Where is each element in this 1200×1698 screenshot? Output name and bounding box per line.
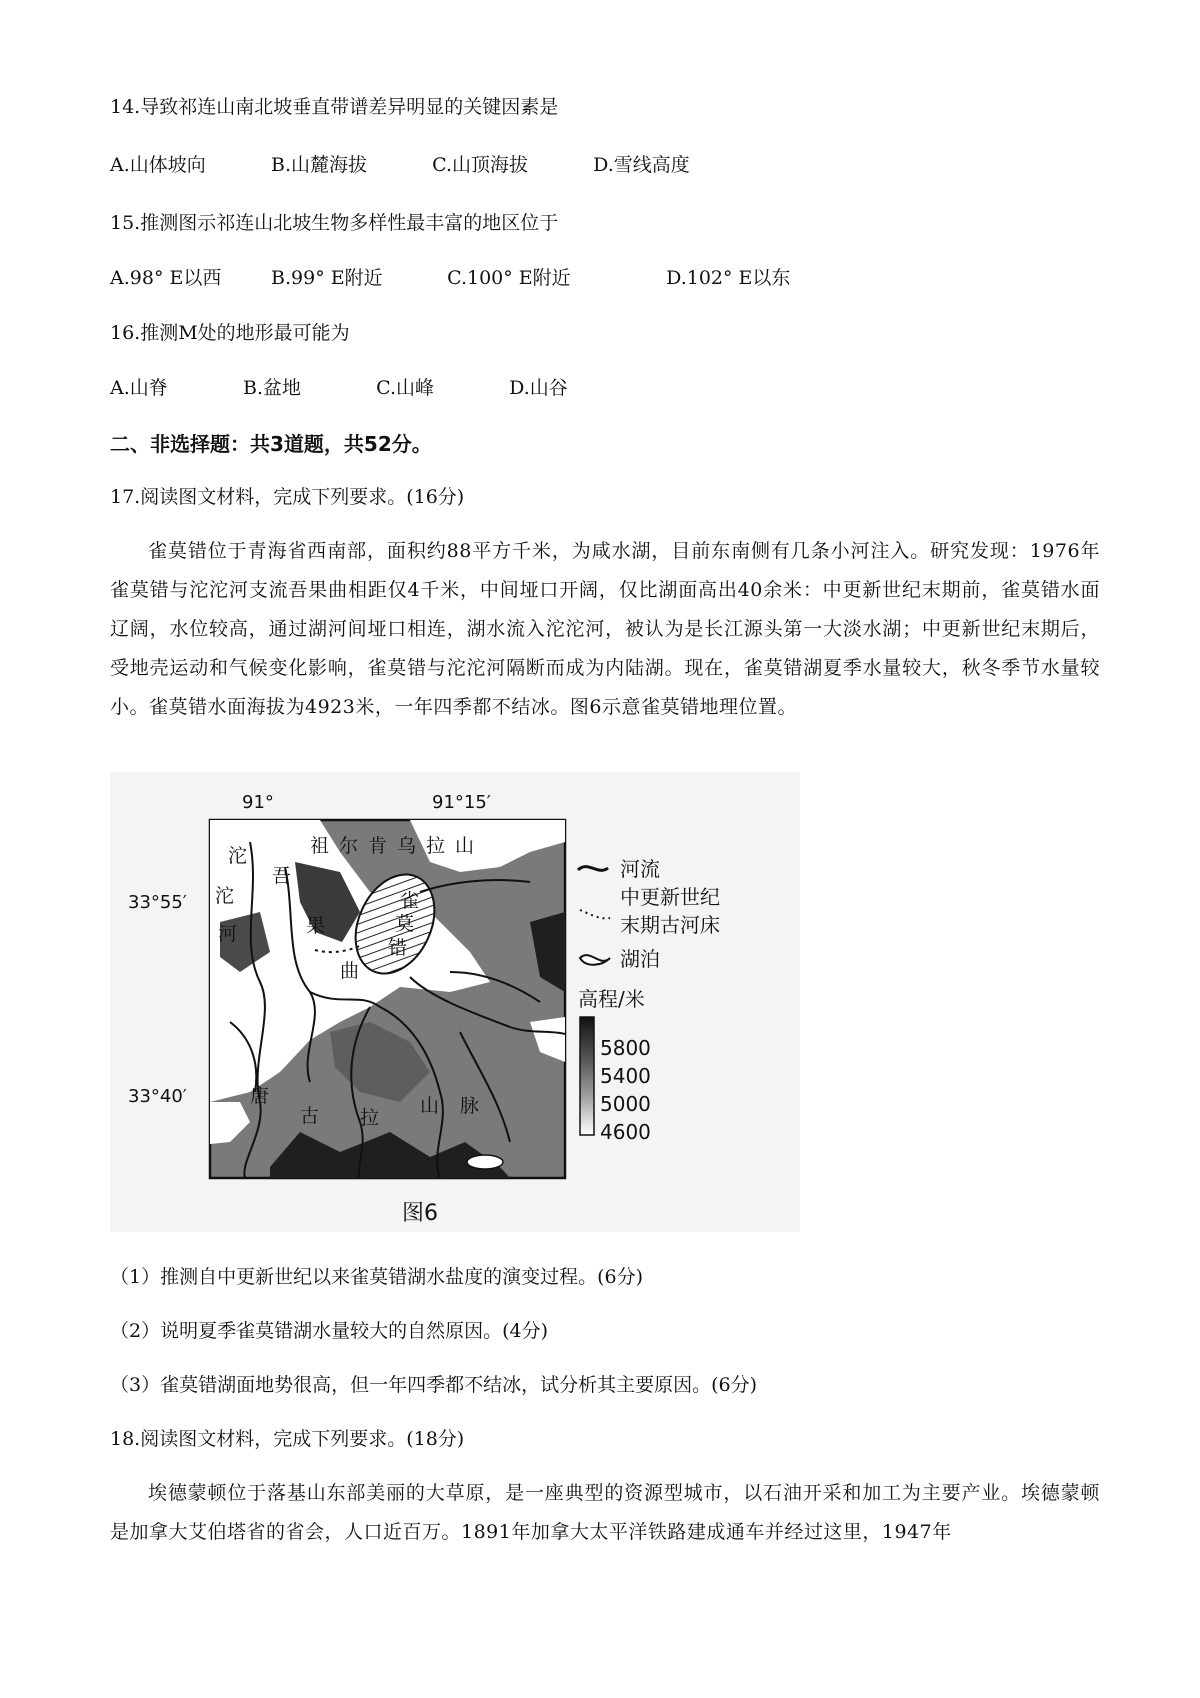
elevation-tick-4600: 4600 <box>600 1120 651 1144</box>
question-17-sub-2: （2）说明夏季雀莫错湖水量较大的自然原因。(4分) <box>110 1320 549 1342</box>
legend-ancient-bed-2: 末期古河床 <box>620 913 720 937</box>
question-17-material: 雀莫错位于青海省西南部，面积约88平方千米，为咸水湖，目前东南侧有几条小河注入。研究发现：1976年雀莫错与沱沱河支流吾果曲相距仅4千米，中间垭口开阔，仅比湖面高出40余米：中更新世纪末期前，雀莫错水面辽阔，水位较高，通过湖河间垭口相连，湖水流入沱沱河，被认为是长江源头第一大淡水湖；中更新世纪末期后，受地壳运动和气候变化影响，雀莫错与沱沱河隔断而成为内陆湖。现在，雀莫错湖夏季水量较大，秋冬季节水量较小。雀莫错水面海拔为4923米，一年四季都不结冰。图6示意雀莫错地理位置。 <box>110 540 1100 718</box>
question-17-stem: 17.阅读图文材料，完成下列要求。(16分) <box>110 486 465 508</box>
label-wuguo-1: 吾 <box>272 865 292 887</box>
elevation-tick-5800: 5800 <box>600 1036 651 1060</box>
lon-label-91: 91° <box>242 792 274 813</box>
option-d: D.山谷 <box>509 377 568 399</box>
question-14-stem: 14.导致祁连山南北坡垂直带谱差异明显的关键因素是 <box>110 96 559 118</box>
label-tuo: 沱 <box>228 845 248 867</box>
label-tuotuo-1: 沱 <box>215 885 235 907</box>
label-tanggula-5: 脉 <box>460 1095 480 1117</box>
figure-6-map <box>110 772 800 1232</box>
label-tanggula-2: 古 <box>300 1105 320 1127</box>
option-d: D.102° E以东 <box>666 267 791 289</box>
section-heading: 二、非选择题：共3道题，共52分。 <box>110 432 432 456</box>
label-tuotuo-2: 河 <box>218 923 238 945</box>
label-wuguo-3: 曲 <box>340 960 360 982</box>
label-tanggula-1: 唐 <box>250 1085 270 1107</box>
option-a: A.山脊 <box>110 377 168 399</box>
option-c: C.山顶海拔 <box>432 154 528 176</box>
label-tanggula-3: 拉 <box>360 1107 380 1129</box>
question-14-options <box>110 150 690 177</box>
elevation-color-bar <box>580 1017 594 1135</box>
figure-caption: 图6 <box>402 1201 438 1226</box>
option-d: D.雪线高度 <box>593 154 690 176</box>
question-15-stem: 15.推测图示祁连山北坡生物多样性最丰富的地区位于 <box>110 212 559 234</box>
ancient-riverbed-legend-icon <box>580 910 610 918</box>
question-15-options <box>110 263 790 290</box>
elevation-tick-5400: 5400 <box>600 1064 651 1088</box>
map-legend <box>578 857 720 1144</box>
lat-label-33-55: 33°55′ <box>128 892 187 913</box>
legend-elevation-title: 高程/米 <box>578 987 645 1011</box>
label-tanggula-4: 山 <box>420 1095 440 1117</box>
option-b: B.99° E附近 <box>271 267 383 289</box>
option-c: C.100° E附近 <box>447 267 571 289</box>
question-16-stem: 16.推测M处的地形最可能为 <box>110 322 350 344</box>
lon-label-91-15: 91°15′ <box>432 792 491 813</box>
question-18-stem: 18.阅读图文材料，完成下列要求。(18分) <box>110 1428 465 1450</box>
question-17-sub-3: （3）雀莫错湖面地势很高，但一年四季都不结冰，试分析其主要原因。(6分) <box>110 1374 758 1396</box>
label-quemo-3: 错 <box>388 937 408 959</box>
label-zuerqing: 祖尔肯乌拉山 <box>310 835 485 857</box>
lat-label-33-40: 33°40′ <box>128 1086 187 1107</box>
option-b: B.盆地 <box>243 377 302 399</box>
lake-legend-icon <box>580 955 610 965</box>
label-quemo-1: 雀 <box>400 890 420 912</box>
label-wuguo-2: 果 <box>306 915 326 937</box>
elevation-tick-5000: 5000 <box>600 1092 651 1116</box>
question-17-sub-1: （1）推测自中更新世纪以来雀莫错湖水盐度的演变过程。(6分) <box>110 1266 644 1288</box>
question-16-options <box>110 373 568 400</box>
label-quemo-2: 莫 <box>395 913 415 935</box>
option-a: A.山体坡向 <box>110 154 206 176</box>
river-legend-icon <box>578 867 608 871</box>
legend-lake: 湖泊 <box>620 947 660 971</box>
legend-ancient-bed-1: 中更新世纪 <box>620 885 720 909</box>
option-a: A.98° E以西 <box>110 267 222 289</box>
map-body <box>210 820 565 1178</box>
option-c: C.山峰 <box>376 377 434 399</box>
option-b: B.山麓海拔 <box>271 154 368 176</box>
question-18-material: 埃德蒙顿位于落基山东部美丽的大草原，是一座典型的资源型城市，以石油开采和加工为主要产业。埃德蒙顿是加拿大艾伯塔省的省会，人口近百万。1891年加拿大太平洋铁路建成通车并经过这里，1947年 <box>110 1482 1100 1543</box>
legend-river: 河流 <box>620 857 660 881</box>
